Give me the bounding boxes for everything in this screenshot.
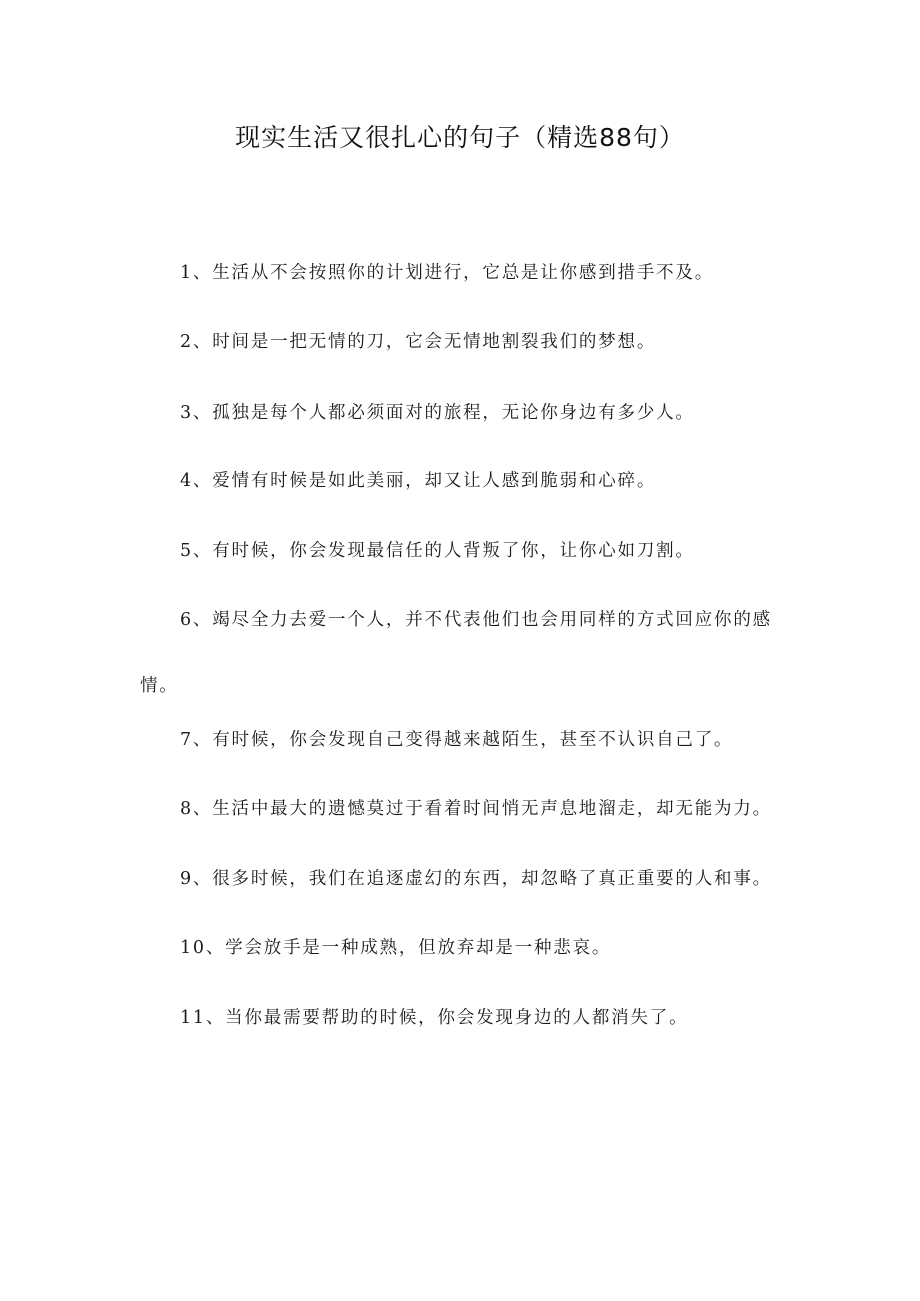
sentence-3: 3、孤独是每个人都必须面对的旅程，无论你身边有多少人。: [180, 403, 695, 423]
sentence-5: 5、有时候，你会发现最信任的人背叛了你，让你心如刀割。: [180, 541, 695, 561]
sentence-4: 4、爱情有时候是如此美丽，却又让人感到脆弱和心碎。: [180, 471, 657, 491]
sentence-11: 11、当你最需要帮助的时候，你会发现身边的人都消失了。: [180, 1008, 689, 1028]
sentence-7: 7、有时候，你会发现自己变得越来越陌生，甚至不认识自己了。: [180, 730, 734, 750]
sentence-9: 9、很多时候，我们在追逐虚幻的东西，却忽略了真正重要的人和事。: [180, 869, 772, 889]
sentence-10: 10、学会放手是一种成熟，但放弃却是一种悲哀。: [180, 938, 612, 958]
sentence-6: 6、竭尽全力去爱一个人，并不代表他们也会用同样的方式回应你的感情。: [140, 610, 772, 696]
sentence-2: 2、时间是一把无情的刀，它会无情地割裂我们的梦想。: [180, 332, 657, 352]
sentence-8: 8、生活中最大的遗憾莫过于看着时间悄无声息地溜走，却无能为力。: [180, 799, 772, 819]
sentence-1: 1、生活从不会按照你的计划进行，它总是让你感到措手不及。: [180, 263, 715, 283]
document-title: 现实生活又很扎心的句子（精选88句）: [235, 123, 685, 152]
